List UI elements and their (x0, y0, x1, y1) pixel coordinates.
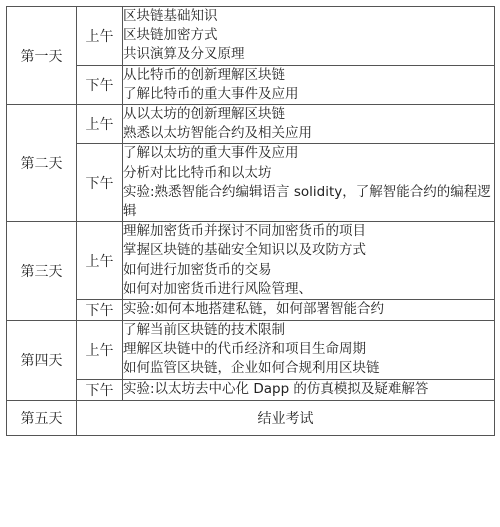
session-item: 实验:熟悉智能合约编辑语言 solidity，了解智能合约的编程逻辑 (123, 183, 491, 220)
day4-afternoon-row (7, 379, 495, 400)
period-label: 上午 (77, 105, 123, 144)
session-content (123, 321, 495, 380)
session-item: 实验:如何本地搭建私链，如何部署智能合约 (123, 301, 385, 318)
session-item: 掌握区块链的基础安全知识以及攻防方式 (123, 242, 366, 259)
period-label: 下午 (77, 379, 123, 400)
session-content (123, 379, 495, 400)
day2-afternoon-row (7, 144, 495, 222)
session-item: 如何监管区块链，企业如何合规利用区块链 (123, 360, 380, 377)
day2-morning-row (7, 105, 495, 144)
session-item: 了解当前区块链的技术限制 (123, 322, 285, 339)
session-item: 区块链加密方式 (123, 27, 218, 44)
day-label: 第一天 (7, 7, 77, 105)
session-item: 实验:以太坊去中心化 Dapp 的仿真模拟及疑难解答 (123, 381, 429, 398)
period-label: 上午 (77, 321, 123, 380)
day1-afternoon-row (7, 65, 495, 104)
session-item: 理解区块链中的代币经济和项目生命周期 (123, 341, 366, 358)
session-item: 理解加密货币并探讨不同加密货币的项目 (123, 223, 366, 240)
session-content (123, 105, 495, 144)
session-item: 如何对加密货币进行风险管理、 (123, 280, 312, 297)
day-label: 第二天 (7, 105, 77, 222)
session-item: 共识演算及分叉原理 (123, 46, 245, 63)
session-item: 熟悉以太坊智能合约及相关应用 (123, 125, 312, 142)
day4-morning-row (7, 321, 495, 380)
day-label: 第三天 (7, 222, 77, 321)
period-label: 下午 (77, 65, 123, 104)
final-exam-cell: 结业考试 (77, 400, 495, 435)
session-item: 了解以太坊的重大事件及应用 (123, 145, 299, 162)
session-content (123, 65, 495, 104)
period-label: 下午 (77, 300, 123, 321)
day5-row (7, 400, 495, 435)
session-content (123, 144, 495, 222)
period-label: 上午 (77, 222, 123, 300)
session-item: 如何进行加密货币的交易 (123, 261, 272, 278)
day-label: 第四天 (7, 321, 77, 401)
session-item: 从以太坊的创新理解区块链 (123, 106, 285, 123)
day-label: 第五天 (7, 400, 77, 435)
day1-morning-row (7, 7, 495, 66)
course-schedule-table (6, 6, 495, 436)
period-label: 上午 (77, 7, 123, 66)
day3-morning-row (7, 222, 495, 300)
session-item: 了解比特币的重大事件及应用 (123, 85, 299, 102)
session-content (123, 222, 495, 300)
session-item: 分析对比比特币和以太坊 (123, 164, 272, 181)
period-label: 下午 (77, 144, 123, 222)
session-item: 从比特币的创新理解区块链 (123, 66, 285, 83)
session-item: 区块链基础知识 (123, 8, 218, 24)
day3-afternoon-row (7, 300, 495, 321)
session-content (123, 300, 495, 321)
session-content (123, 7, 495, 66)
